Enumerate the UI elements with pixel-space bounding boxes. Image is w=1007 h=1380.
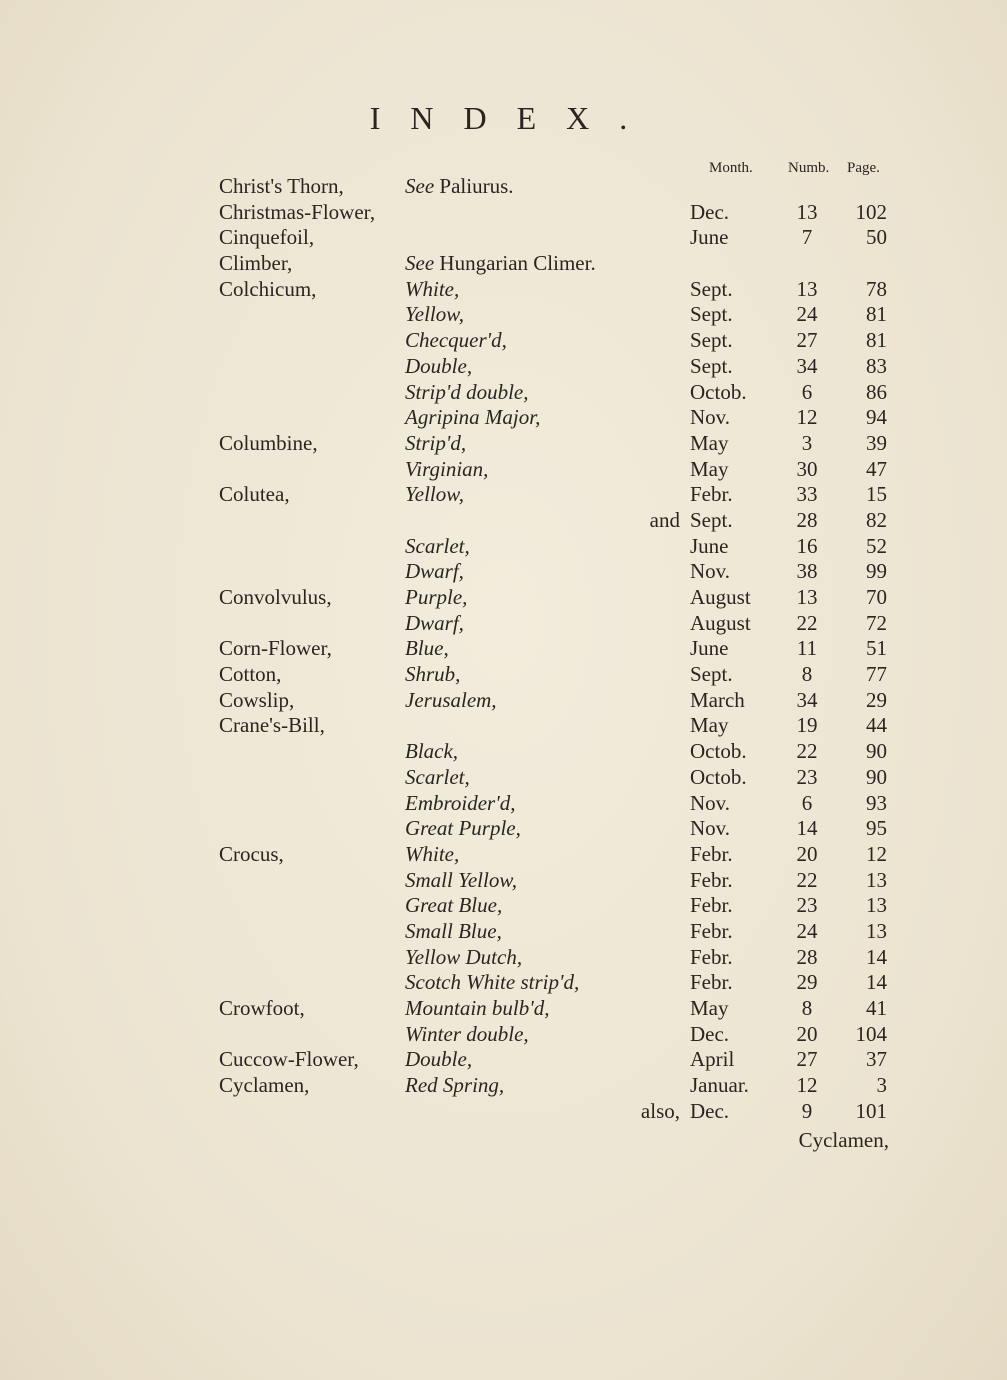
month-cell: Nov. bbox=[690, 559, 731, 584]
index-row bbox=[0, 996, 1007, 1022]
number-cell: 24 bbox=[796, 302, 818, 327]
see-target: Hungarian Climer. bbox=[439, 251, 596, 276]
number-cell: 8 bbox=[801, 662, 813, 687]
number-cell: 8 bbox=[801, 996, 813, 1020]
plant-name: Corn-Flower, bbox=[219, 636, 332, 661]
month-cell: Febr. bbox=[690, 918, 733, 943]
variety-name: Strip'd, bbox=[405, 430, 467, 455]
index-row bbox=[0, 816, 1007, 842]
month-cell: Febr. bbox=[690, 944, 733, 969]
variety-name: White, bbox=[405, 841, 460, 866]
number-cell: 16 bbox=[796, 533, 818, 558]
index-row bbox=[0, 868, 1007, 894]
number-cell: 22 bbox=[796, 867, 818, 892]
page-cell: 70 bbox=[866, 585, 887, 609]
variety-name: Winter double, bbox=[405, 1021, 529, 1046]
month-cell: August bbox=[690, 585, 751, 609]
see-word: See bbox=[405, 251, 435, 276]
page-cell: 99 bbox=[866, 559, 887, 584]
month-cell: May bbox=[690, 430, 729, 455]
month-cell: June bbox=[690, 636, 729, 661]
month-cell: Dec. bbox=[690, 1021, 730, 1046]
number-cell: 23 bbox=[796, 764, 818, 789]
index-row bbox=[0, 174, 1007, 200]
index-row bbox=[0, 893, 1007, 919]
page-cell: 50 bbox=[866, 225, 887, 250]
index-row bbox=[0, 302, 1007, 328]
number-cell: 12 bbox=[796, 1073, 818, 1098]
plant-name: Colutea, bbox=[219, 482, 290, 507]
plant-name: Cinquefoil, bbox=[219, 225, 315, 250]
variety-name: Embroider'd, bbox=[405, 790, 516, 815]
plant-name: Christ's Thorn, bbox=[219, 174, 344, 198]
page-cell: 52 bbox=[866, 533, 887, 558]
index-row bbox=[0, 457, 1007, 483]
index-row bbox=[0, 1099, 1007, 1125]
page-cell: 77 bbox=[866, 662, 887, 687]
catchword: Cyclamen, bbox=[798, 1128, 889, 1152]
plant-name: Cyclamen, bbox=[219, 1073, 310, 1098]
month-cell: Octob. bbox=[690, 379, 747, 404]
index-row bbox=[0, 791, 1007, 817]
month-cell: Sept. bbox=[690, 302, 733, 327]
page-cell: 14 bbox=[866, 944, 887, 969]
plant-name: Crane's-Bill, bbox=[219, 713, 325, 738]
variety-name: Scarlet, bbox=[405, 533, 470, 558]
number-cell: 28 bbox=[796, 507, 818, 532]
number-cell: 33 bbox=[796, 482, 818, 507]
page-cell: 14 bbox=[866, 970, 887, 995]
month-cell: Dec. bbox=[690, 199, 730, 224]
month-cell: Octob. bbox=[690, 764, 747, 789]
index-row bbox=[0, 277, 1007, 303]
page-cell: 90 bbox=[866, 764, 887, 789]
page-cell: 44 bbox=[866, 713, 887, 738]
number-cell: 12 bbox=[796, 405, 818, 430]
page-cell: 95 bbox=[866, 816, 887, 841]
page-cell: 72 bbox=[866, 610, 887, 635]
month-cell: June bbox=[690, 225, 729, 250]
page-cell: 104 bbox=[855, 1021, 887, 1046]
page-cell: 47 bbox=[866, 456, 887, 481]
number-cell: 30 bbox=[796, 456, 818, 481]
number-cell: 13 bbox=[796, 585, 818, 609]
index-row bbox=[0, 559, 1007, 585]
variety-name: Double, bbox=[405, 1047, 473, 1072]
page-cell: 13 bbox=[866, 918, 887, 943]
index-row bbox=[0, 739, 1007, 765]
variety-name: Great Blue, bbox=[405, 893, 503, 918]
index-row bbox=[0, 688, 1007, 714]
see-reference bbox=[405, 251, 596, 277]
number-cell: 11 bbox=[796, 636, 818, 661]
variety-name: Purple, bbox=[405, 585, 468, 609]
number-cell: 13 bbox=[796, 199, 818, 224]
number-cell: 27 bbox=[796, 328, 818, 353]
page-cell: 81 bbox=[866, 328, 887, 353]
number-cell: 20 bbox=[796, 1021, 818, 1046]
month-cell: Octob. bbox=[690, 739, 747, 764]
month-cell: Sept. bbox=[690, 328, 733, 353]
plant-name: Convolvulus, bbox=[219, 585, 332, 609]
month-cell: Nov. bbox=[690, 405, 731, 430]
month-cell: Nov. bbox=[690, 816, 731, 841]
number-cell: 19 bbox=[796, 713, 818, 738]
index-row bbox=[0, 585, 1007, 611]
index-row bbox=[0, 765, 1007, 791]
page-cell: 13 bbox=[866, 893, 887, 918]
index-row bbox=[0, 919, 1007, 945]
variety-name: Yellow Dutch, bbox=[405, 944, 523, 969]
month-cell: May bbox=[690, 996, 729, 1020]
variety-name: White, bbox=[405, 276, 460, 301]
header-month: Month. bbox=[709, 160, 753, 176]
number-cell: 34 bbox=[796, 687, 818, 712]
variety-name: Virginian, bbox=[405, 456, 489, 481]
index-row bbox=[0, 534, 1007, 560]
page-cell: 93 bbox=[866, 790, 887, 815]
index-row bbox=[0, 251, 1007, 277]
see-word: See bbox=[405, 174, 435, 198]
plant-name: Crocus, bbox=[219, 841, 284, 866]
index-row bbox=[0, 380, 1007, 406]
month-cell: August bbox=[690, 610, 751, 635]
index-row bbox=[0, 611, 1007, 637]
number-cell: 38 bbox=[796, 559, 818, 584]
variety-name: Small Blue, bbox=[405, 918, 502, 943]
index-row bbox=[0, 713, 1007, 739]
page-cell: 86 bbox=[866, 379, 887, 404]
month-cell: May bbox=[690, 713, 729, 738]
page-cell: 37 bbox=[866, 1047, 887, 1072]
number-cell: 27 bbox=[796, 1047, 818, 1072]
number-cell: 28 bbox=[796, 944, 818, 969]
number-cell: 14 bbox=[796, 816, 818, 841]
index-row bbox=[0, 1022, 1007, 1048]
index-row bbox=[0, 970, 1007, 996]
variety-name: Dwarf, bbox=[405, 559, 464, 584]
plant-name: Climber, bbox=[219, 251, 293, 276]
see-reference bbox=[405, 174, 514, 200]
month-cell: Febr. bbox=[690, 867, 733, 892]
month-cell: May bbox=[690, 456, 729, 481]
entry-prefix: and bbox=[649, 507, 680, 532]
variety-name: Shrub, bbox=[405, 662, 461, 687]
page-cell: 81 bbox=[866, 302, 887, 327]
index-row bbox=[0, 636, 1007, 662]
variety-name: Red Spring, bbox=[405, 1073, 505, 1098]
index-row bbox=[0, 508, 1007, 534]
page-cell: 101 bbox=[855, 1098, 887, 1123]
number-cell: 20 bbox=[796, 841, 818, 866]
month-cell: Sept. bbox=[690, 353, 733, 378]
page-cell: 13 bbox=[866, 867, 887, 892]
index-row bbox=[0, 354, 1007, 380]
month-cell: Sept. bbox=[690, 662, 733, 687]
month-cell: Dec. bbox=[690, 1098, 730, 1123]
page-cell: 83 bbox=[866, 353, 887, 378]
number-cell: 13 bbox=[796, 276, 818, 301]
number-cell: 24 bbox=[796, 918, 818, 943]
month-cell: Sept. bbox=[690, 507, 733, 532]
variety-name: Black, bbox=[405, 739, 459, 764]
plant-name: Cotton, bbox=[219, 662, 282, 687]
page-cell: 12 bbox=[866, 841, 887, 866]
entry-prefix: also, bbox=[640, 1098, 680, 1123]
month-cell: March bbox=[690, 687, 745, 712]
number-cell: 29 bbox=[796, 970, 818, 995]
page-cell: 102 bbox=[855, 199, 887, 224]
month-cell: Febr. bbox=[690, 841, 733, 866]
variety-name: Scotch White strip'd, bbox=[405, 970, 580, 995]
variety-name: Scarlet, bbox=[405, 764, 470, 789]
page-cell: 41 bbox=[866, 996, 887, 1020]
index-row bbox=[0, 1073, 1007, 1099]
page-cell: 78 bbox=[866, 276, 887, 301]
number-cell: 9 bbox=[801, 1098, 813, 1123]
page-cell: 51 bbox=[866, 636, 887, 661]
index-row bbox=[0, 328, 1007, 354]
plant-name: Christmas-Flower, bbox=[219, 199, 376, 224]
number-cell: 34 bbox=[796, 353, 818, 378]
index-row bbox=[0, 1047, 1007, 1073]
header-numb: Numb. bbox=[788, 160, 830, 176]
page-cell: 90 bbox=[866, 739, 887, 764]
variety-name: Small Yellow, bbox=[405, 867, 518, 892]
index-row bbox=[0, 482, 1007, 508]
plant-name: Columbine, bbox=[219, 430, 318, 455]
page-cell: 82 bbox=[866, 507, 887, 532]
month-cell: Febr. bbox=[690, 970, 733, 995]
plant-name: Cuccow-Flower, bbox=[219, 1047, 359, 1072]
page-cell: 15 bbox=[866, 482, 887, 507]
month-cell: Januar. bbox=[690, 1073, 749, 1098]
variety-name: Blue, bbox=[405, 636, 449, 661]
index-entries bbox=[0, 174, 1007, 1124]
variety-name: Yellow, bbox=[405, 302, 464, 327]
index-row bbox=[0, 945, 1007, 971]
header-page: Page. bbox=[847, 160, 880, 176]
month-cell: April bbox=[690, 1047, 735, 1072]
variety-name: Dwarf, bbox=[405, 610, 464, 635]
page-cell: 39 bbox=[866, 430, 887, 455]
month-cell: June bbox=[690, 533, 729, 558]
plant-name: Colchicum, bbox=[219, 276, 317, 301]
plant-name: Cowslip, bbox=[219, 687, 295, 712]
variety-name: Double, bbox=[405, 353, 473, 378]
month-cell: Febr. bbox=[690, 482, 733, 507]
index-row bbox=[0, 225, 1007, 251]
index-row bbox=[0, 405, 1007, 431]
number-cell: 22 bbox=[796, 610, 818, 635]
variety-name: Jerusalem, bbox=[405, 687, 497, 712]
index-row bbox=[0, 200, 1007, 226]
index-row bbox=[0, 662, 1007, 688]
variety-name: Agripina Major, bbox=[405, 405, 541, 430]
number-cell: 3 bbox=[801, 430, 813, 455]
page-title: INDEX. bbox=[369, 100, 658, 136]
variety-name: Mountain bulb'd, bbox=[405, 996, 550, 1020]
page-cell: 3 bbox=[876, 1073, 887, 1098]
see-target: Paliurus. bbox=[439, 174, 514, 198]
number-cell: 6 bbox=[801, 790, 813, 815]
number-cell: 23 bbox=[796, 893, 818, 918]
variety-name: Strip'd double, bbox=[405, 379, 529, 404]
page-cell: 94 bbox=[866, 405, 887, 430]
month-cell: Nov. bbox=[690, 790, 731, 815]
number-cell: 22 bbox=[796, 739, 818, 764]
variety-name: Great Purple, bbox=[405, 816, 521, 841]
index-row bbox=[0, 842, 1007, 868]
plant-name: Crowfoot, bbox=[219, 996, 305, 1020]
number-cell: 7 bbox=[801, 225, 813, 250]
page-cell: 29 bbox=[866, 687, 887, 712]
index-row bbox=[0, 431, 1007, 457]
variety-name: Yellow, bbox=[405, 482, 464, 507]
month-cell: Sept. bbox=[690, 276, 733, 301]
variety-name: Checquer'd, bbox=[405, 328, 507, 353]
number-cell: 6 bbox=[801, 379, 813, 404]
month-cell: Febr. bbox=[690, 893, 733, 918]
